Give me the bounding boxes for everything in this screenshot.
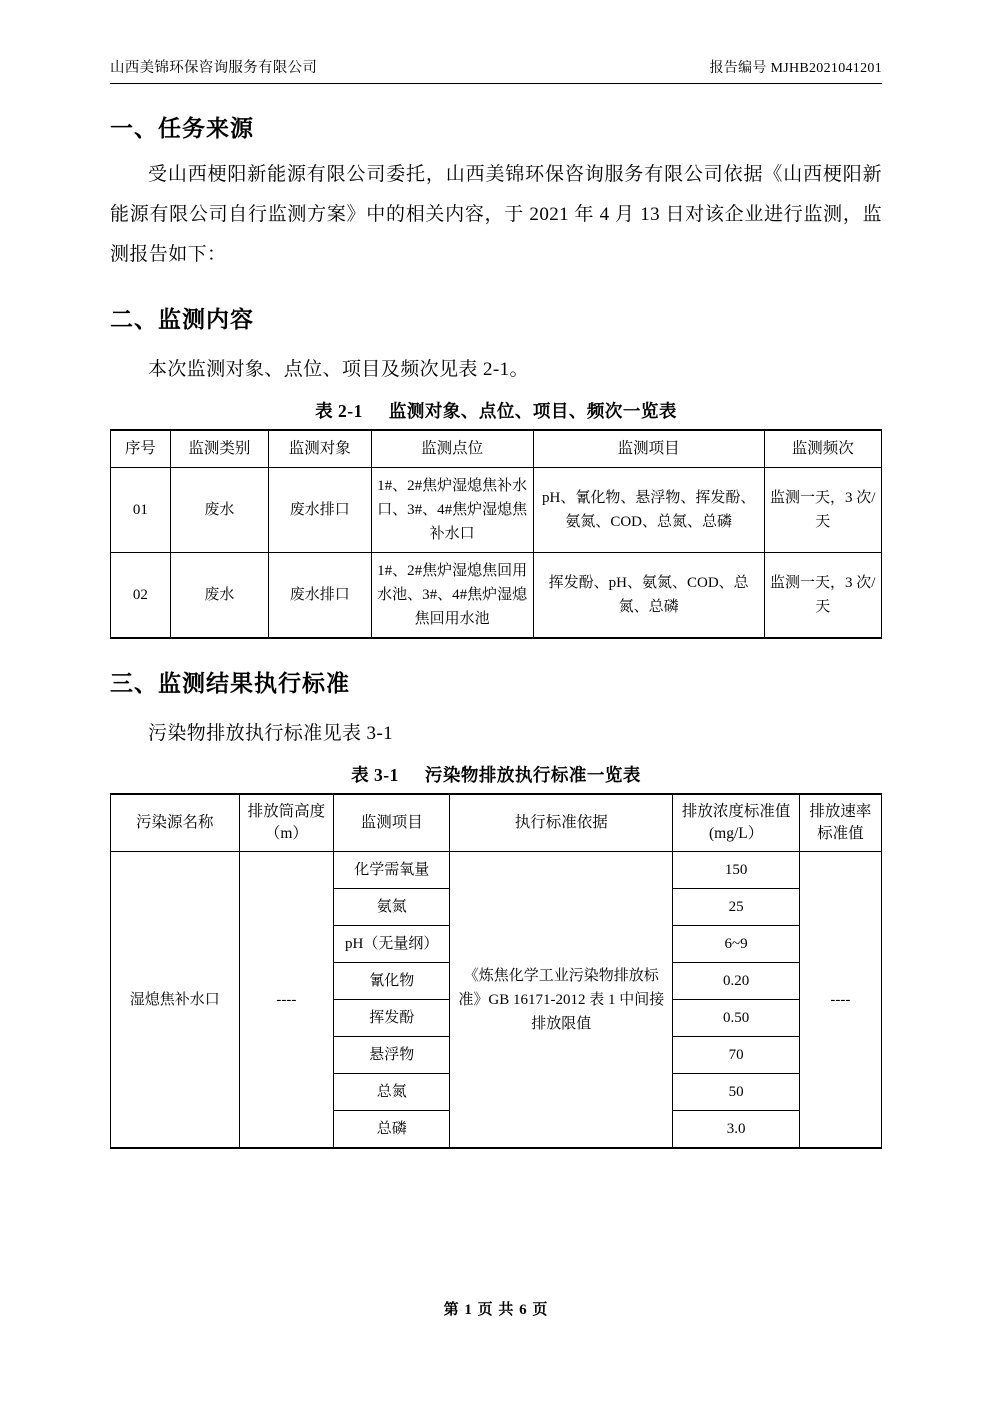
table-monitoring-objects	[110, 429, 882, 639]
table-row	[111, 468, 882, 553]
table-row-header	[111, 430, 882, 468]
table-21-caption-text: 监测对象、点位、项目、频次一览表	[388, 401, 677, 421]
cell-item: 氨氮	[334, 889, 450, 926]
cell-rate: ----	[799, 852, 881, 1149]
col-header-items: 监测项目	[533, 430, 764, 468]
cell-object: 废水排口	[269, 468, 372, 553]
col-header-object: 监测对象	[269, 430, 372, 468]
cell-item: 氰化物	[334, 963, 450, 1000]
table-emission-standards	[110, 793, 882, 1149]
header-company: 山西美锦环保咨询服务有限公司	[110, 60, 318, 76]
col-header-no: 序号	[111, 430, 171, 468]
cell-no: 01	[111, 468, 171, 553]
cell-concentration: 150	[673, 852, 799, 889]
section-title-monitoring-content: 二、监测内容	[110, 307, 254, 332]
cell-items: 挥发酚、pH、氨氮、COD、总氮、总磷	[533, 553, 764, 639]
cell-concentration: 70	[673, 1037, 799, 1074]
cell-item: 悬浮物	[334, 1037, 450, 1074]
cell-items: pH、氰化物、悬浮物、挥发酚、氨氮、COD、总氮、总磷	[533, 468, 764, 553]
col-header-category: 监测类别	[170, 430, 268, 468]
section-body-task-source: 受山西梗阳新能源有限公司委托，山西美锦环保咨询服务有限公司依据《山西梗阳新能源有限公司自行监测方案》中的相关内容，于 2021 年 4 月 13 日对该企业进行监测，监测报告如下：	[110, 164, 882, 265]
cell-source-name: 湿熄焦补水口	[111, 852, 240, 1149]
cell-category: 废水	[170, 468, 268, 553]
table-31-caption-text: 污染物排放执行标准一览表	[424, 765, 641, 785]
cell-frequency: 监测一天，3 次/天	[764, 468, 882, 553]
col-header-stack-height: 排放筒高度（m）	[239, 794, 334, 852]
table-31-caption	[110, 762, 882, 787]
col-header-standard-basis: 执行标准依据	[450, 794, 673, 852]
cell-item: pH（无量纲）	[334, 926, 450, 963]
cell-standard-basis: 《炼焦化学工业污染物排放标准》GB 16171-2012 表 1 中间接排放限值	[450, 852, 673, 1149]
col-header-rate: 排放速率标准值	[799, 794, 881, 852]
cell-item: 总磷	[334, 1111, 450, 1149]
table-row-header	[111, 794, 882, 852]
cell-item: 总氮	[334, 1074, 450, 1111]
cell-no: 02	[111, 553, 171, 639]
col-header-frequency: 监测频次	[764, 430, 882, 468]
cell-item: 化学需氧量	[334, 852, 450, 889]
table-row	[111, 852, 882, 889]
page-header	[110, 56, 882, 84]
table-row	[111, 553, 882, 639]
cell-concentration: 3.0	[673, 1111, 799, 1149]
cell-stack-height: ----	[239, 852, 334, 1149]
col-header-point: 监测点位	[371, 430, 533, 468]
cell-concentration: 0.50	[673, 1000, 799, 1037]
table-21-caption-label: 表 2-1	[315, 401, 363, 421]
cell-concentration: 6~9	[673, 926, 799, 963]
col-header-concentration: 排放浓度标准值(mg/L）	[673, 794, 799, 852]
section-title-task-source: 一、任务来源	[110, 116, 254, 141]
cell-point: 1#、2#焦炉湿熄焦补水口、3#、4#焦炉湿熄焦补水口	[371, 468, 533, 553]
cell-frequency: 监测一天，3 次/天	[764, 553, 882, 639]
table-21-caption	[110, 398, 882, 423]
section-title-standards: 三、监测结果执行标准	[110, 671, 350, 696]
cell-concentration: 50	[673, 1074, 799, 1111]
page-footer: 第 1 页 共 6 页	[443, 1302, 549, 1318]
col-header-item: 监测项目	[334, 794, 450, 852]
cell-concentration: 25	[673, 889, 799, 926]
cell-concentration: 0.20	[673, 963, 799, 1000]
table-31-caption-label: 表 3-1	[351, 765, 399, 785]
header-report-number: 报告编号 MJHB2021041201	[709, 61, 882, 76]
cell-item: 挥发酚	[334, 1000, 450, 1037]
section-body-standards: 污染物排放执行标准见表 3-1	[148, 723, 394, 744]
col-header-source: 污染源名称	[111, 794, 240, 852]
cell-point: 1#、2#焦炉湿熄焦回用水池、3#、4#焦炉湿熄焦回用水池	[371, 553, 533, 639]
cell-category: 废水	[170, 553, 268, 639]
cell-object: 废水排口	[269, 553, 372, 639]
section-body-monitoring-content: 本次监测对象、点位、项目及频次见表 2-1。	[148, 359, 529, 380]
